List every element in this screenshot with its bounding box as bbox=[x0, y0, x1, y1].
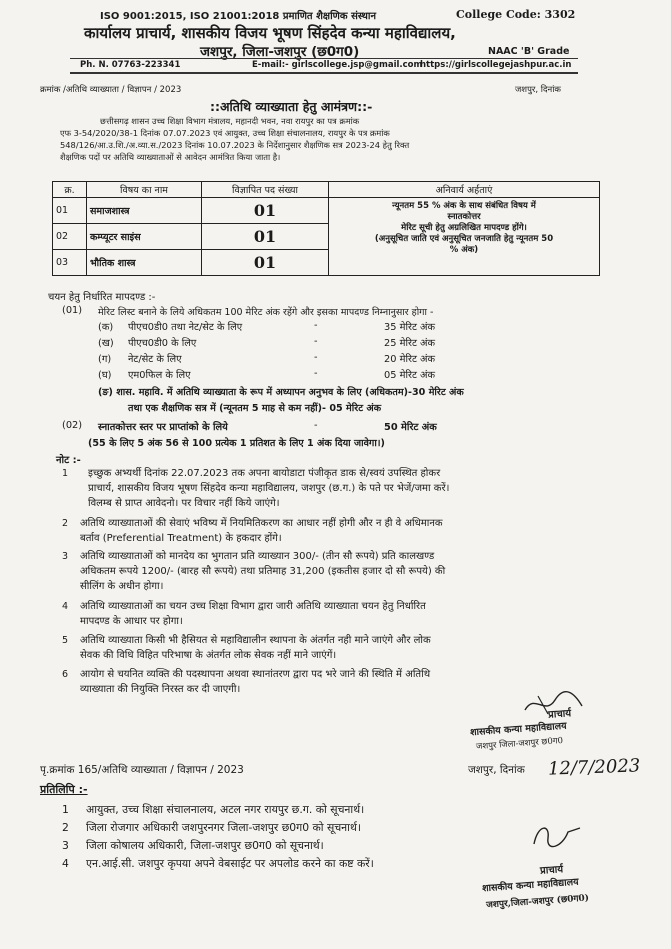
copy-to-heading: प्रतिलिपि :- bbox=[40, 783, 88, 796]
note-line: अतिथि व्याख्याताओं की सेवाएं भविष्य में नियमितिकरण का आधार नहीं होगी और न ही वे अधिमानक bbox=[80, 518, 443, 529]
qualification-cell bbox=[329, 198, 600, 276]
signature-1-line-2: जशपुर जिला-जशपुर छ0ग0 bbox=[475, 735, 564, 753]
college-code: College Code: 3302 bbox=[456, 8, 576, 21]
criteria-pg-dash: - bbox=[314, 420, 318, 431]
naac-grade: NAAC 'B' Grade bbox=[488, 46, 570, 57]
col-header-serial: क्र. bbox=[53, 182, 87, 198]
endorsement-date-label: जशपुर, दिनांक bbox=[468, 764, 525, 776]
criteria-sub-marks: 05 मेरिट अंक bbox=[384, 370, 436, 381]
note-number: 5 bbox=[62, 635, 69, 646]
notes-heading: नोट :- bbox=[56, 455, 81, 466]
copy-to-number: 4 bbox=[62, 857, 69, 870]
note-number: 6 bbox=[62, 669, 69, 680]
criteria-sub-label: (ग) bbox=[98, 354, 112, 365]
criteria-item-number: (02) bbox=[62, 420, 83, 431]
note-line: विलम्ब से प्राप्त आवेदनो। पर विचार नहीं किये जाएंगे। bbox=[88, 498, 280, 509]
signature-2-line-1: शासकीय कन्या महाविद्यालय bbox=[481, 876, 579, 895]
note-number: 3 bbox=[62, 551, 69, 562]
signature-2-line-2: जशपुर,जिला-जशपुर (छ0ग0) bbox=[485, 893, 590, 911]
institution-address: जशपुर, जिला-जशपुर (छ0ग0) bbox=[200, 44, 360, 60]
signature-2-title: प्राचार्य bbox=[539, 864, 564, 877]
criteria-sub-label: (ख) bbox=[98, 338, 114, 349]
reference-number: क्रमांक /अतिथि व्याख्याता / विज्ञापन / 2023 bbox=[40, 85, 182, 95]
copy-to-item: जिला रोजगार अधिकारी जशपुरनगर जिला-जशपुर छ0ग0 को सूचनार्थ। bbox=[86, 821, 361, 834]
criteria-sub-text: नेट/सेट के लिए bbox=[128, 354, 182, 365]
note-line: बर्ताव (Preferential Treatment) के हकदार होंगे। bbox=[80, 533, 282, 544]
note-item bbox=[88, 466, 628, 511]
note-item bbox=[80, 516, 628, 546]
intro-line-2: एफ 3-54/2020/38-1 दिनांक 07.07.2023 एवं आयुक्त, उच्च शिक्षा संचालनालय, रायपुर के पत्र क्रमांक bbox=[60, 128, 390, 138]
intro-line-1: छत्तीसगढ़ शासन उच्च शिक्षा विभाग मंत्रालय, महानदी भवन, नवा रायपुर का पत्र क्रमांक bbox=[100, 116, 360, 126]
phone-number: Ph. N. 07763-223341 bbox=[80, 60, 181, 70]
copy-to-number: 3 bbox=[62, 839, 69, 852]
iso-certification: ISO 9001:2015, ISO 21001:2018 प्रमाणित शैक्षणिक संस्थान bbox=[100, 11, 377, 22]
criteria-pg-marks: 50 मेरिट अंक bbox=[384, 422, 437, 433]
institution-name: कार्यालय प्राचार्य, शासकीय विजय भूषण सिंहदेव कन्या महाविद्यालय, bbox=[84, 24, 456, 42]
criteria-item-text: मेरिट लिस्ट बनाने के लिये अधिकतम 100 मेरिट अंक रहेंगे और इसका मापदण्ड निम्नानुसार होगा - bbox=[98, 307, 434, 318]
copy-to-number: 2 bbox=[62, 821, 69, 834]
note-line: इच्छुक अभ्यर्थी दिनांक 22.07.2023 तक अपना बायोडाटा पंजीकृत डाक से/स्वयं उपस्थित होकर bbox=[88, 468, 441, 479]
note-line: प्राचार्य, शासकीय विजय भूषण सिंहदेव कन्या महाविद्यालय, जशपुर (छ.ग.) के पते पर भेजें/जमा करें। bbox=[88, 483, 450, 494]
note-item bbox=[80, 599, 628, 629]
criteria-sub-marks: 35 मेरिट अंक bbox=[384, 322, 436, 333]
col-header-count: विज्ञापित पद संख्या bbox=[202, 182, 329, 198]
signature-1-line-1: शासकीय कन्या महाविद्यालय bbox=[469, 720, 567, 739]
row-serial: 03 bbox=[53, 250, 87, 276]
website-url: https://girlscollegejashpur.ac.in bbox=[420, 60, 572, 70]
note-line: व्याख्याता की नियुक्ति निरस्त कर दी जाएगी। bbox=[80, 684, 241, 695]
note-line: अधिकतम रूपये 1200/- (बारह सौ रूपये) तथा प्रतिमाह 31,200 (इकतीस हजार दो सौ रूपये) की bbox=[80, 566, 446, 577]
row-count: 01 bbox=[202, 250, 329, 276]
criteria-sub-label: (क) bbox=[98, 322, 114, 333]
note-line: अतिथि व्याख्याता किसी भी हैसियत से महाविद्यालीन स्थापना के अंतर्गत नही माने जाएंगे और लोक bbox=[80, 635, 431, 646]
letter-subject: ::अतिथि व्याख्याता हेतु आमंत्रण::- bbox=[210, 99, 373, 114]
note-line: आयोग से चयनित व्यक्ति की पदस्थापना अथवा स्थानांतरण द्वारा पद भरे जाने की स्थिति में अतिथि bbox=[80, 669, 431, 680]
criteria-pg-note: (55 के लिए 5 अंक 56 से 100 प्रत्येक 1 प्रतिशत के लिए 1 अंक दिया जावेगा।) bbox=[88, 438, 385, 449]
header-rule-bottom bbox=[70, 72, 578, 74]
header-rule-top bbox=[70, 58, 578, 59]
qualification-line: (अनुसूचित जाति एवं अनुसूचित जनजाति हेतु न्यूनतम 50 bbox=[374, 234, 554, 244]
intro-line-4: शैक्षणिक पदों पर अतिथि व्याख्याताओं से आवेदन आमंत्रित किया जाता है। bbox=[60, 152, 281, 162]
criteria-heading: चयन हेतु निर्धारित मापदण्ड :- bbox=[48, 292, 156, 303]
row-serial: 01 bbox=[53, 198, 87, 224]
note-number: 1 bbox=[62, 468, 69, 479]
criteria-sub-dash: - bbox=[314, 336, 318, 347]
criteria-sub-dash: - bbox=[314, 352, 318, 363]
criteria-pg-text: स्नातकोत्तर स्तर पर प्राप्तांको के लिये bbox=[98, 422, 228, 433]
copy-to-item: जिला कोषालय अधिकारी, जिला-जशपुर छ0ग0 को सूचनार्थ। bbox=[86, 839, 324, 852]
copy-to-number: 1 bbox=[62, 803, 69, 816]
qualification-line: मेरिट सूची हेतु अग्रलिखित मापदण्ड होंगे। bbox=[401, 223, 527, 233]
criteria-sub-marks: 25 मेरिट अंक bbox=[384, 338, 436, 349]
posts-table bbox=[52, 181, 600, 276]
criteria-sub-label: (घ) bbox=[98, 370, 112, 381]
endorsement-number: पृ.क्रमांक 165/अतिथि व्याख्याता / विज्ञापन / 2023 bbox=[40, 764, 244, 776]
row-subject: भौतिक शास्त्र bbox=[87, 250, 202, 276]
signature-1-title: प्राचार्य bbox=[547, 708, 572, 721]
table-row bbox=[53, 198, 600, 224]
signature-scribble-icon bbox=[528, 818, 588, 852]
copy-to-item: आयुक्त, उच्च शिक्षा संचालनालय, अटल नगर रायपुर छ.ग. को सूचनार्थ। bbox=[86, 803, 365, 816]
note-line: सेवक की विधि विहित परिभाषा के अंतर्गत लोक सेवक नहीं माने जाएंगें। bbox=[80, 650, 337, 661]
note-line: अतिथि व्याख्याताओं को मानदेय का भुगतान प्रति व्याख्यान 300/- (तीन सौ रूपये) प्रति कालखण्ड bbox=[80, 551, 435, 562]
copy-to-item: एन.आई.सी. जशपुर कृपया अपने वेबसाईट पर अपलोड करने का कष्ट करें। bbox=[86, 857, 374, 870]
endorsement-date-value: 12/7/2023 bbox=[547, 755, 641, 780]
qualification-line: न्यूनतम 55 % अंक के साथ संबंधित विषय में bbox=[392, 201, 536, 211]
intro-line-3: 548/126/आ.उ.शि./अ.व्या.स./2023 दिनांक 10.07.2023 के निर्देशानुसार शैक्षणिक सत्र 2023-24 हेतु रिक्त bbox=[60, 140, 410, 150]
col-header-qualification: अनिवार्य अर्हताएं bbox=[329, 182, 600, 198]
qualification-line: स्नातकोत्तर bbox=[447, 212, 481, 222]
row-subject: कम्प्यूटर साइंस bbox=[87, 224, 202, 250]
criteria-item-number: (01) bbox=[62, 305, 83, 316]
row-count: 01 bbox=[202, 224, 329, 250]
note-number: 2 bbox=[62, 518, 69, 529]
reference-date: जशपुर, दिनांक bbox=[515, 85, 561, 95]
criteria-sub-marks: 20 मेरिट अंक bbox=[384, 354, 436, 365]
email-address: E-mail:- girlscollege.jsp@gmail.com bbox=[252, 60, 423, 70]
criteria-sub-text: एम0फिल के लिए bbox=[128, 370, 191, 381]
note-line: सीलिंग के अधीन होगा। bbox=[80, 581, 164, 592]
criteria-sub-dash: - bbox=[314, 320, 318, 331]
note-line: अतिथि व्याख्याताओं का चयन उच्च शिक्षा विभाग द्वारा जारी अतिथि व्याख्याता चयन हेतु निर्धारित bbox=[80, 601, 426, 612]
note-line: मापदण्ड के आधार पर होगा। bbox=[80, 616, 183, 627]
criteria-experience-line-1: (ङ) शास. महावि. में अतिथि व्याख्याता के रूप में अध्यापन अनुभव के लिए (अधिकतम)-30 मेरिट अंक bbox=[98, 387, 464, 398]
criteria-sub-text: पीएच0डी0 तथा नेट/सेट के लिए bbox=[128, 322, 243, 333]
row-subject: समाजशास्त्र bbox=[87, 198, 202, 224]
table-header-row bbox=[53, 182, 600, 198]
note-item bbox=[80, 549, 628, 594]
note-number: 4 bbox=[62, 601, 69, 612]
note-item bbox=[80, 633, 628, 663]
criteria-sub-text: पीएच0डी0 के लिए bbox=[128, 338, 197, 349]
row-count: 01 bbox=[202, 198, 329, 224]
criteria-sub-dash: - bbox=[314, 368, 318, 379]
qualification-line: % अंक) bbox=[449, 245, 479, 255]
col-header-subject: विषय का नाम bbox=[87, 182, 202, 198]
row-serial: 02 bbox=[53, 224, 87, 250]
criteria-experience-line-2: तथा एक शैक्षणिक सत्र में (न्यूनतम 5 माह से कम नहीं)- 05 मेरिट अंक bbox=[128, 403, 382, 414]
